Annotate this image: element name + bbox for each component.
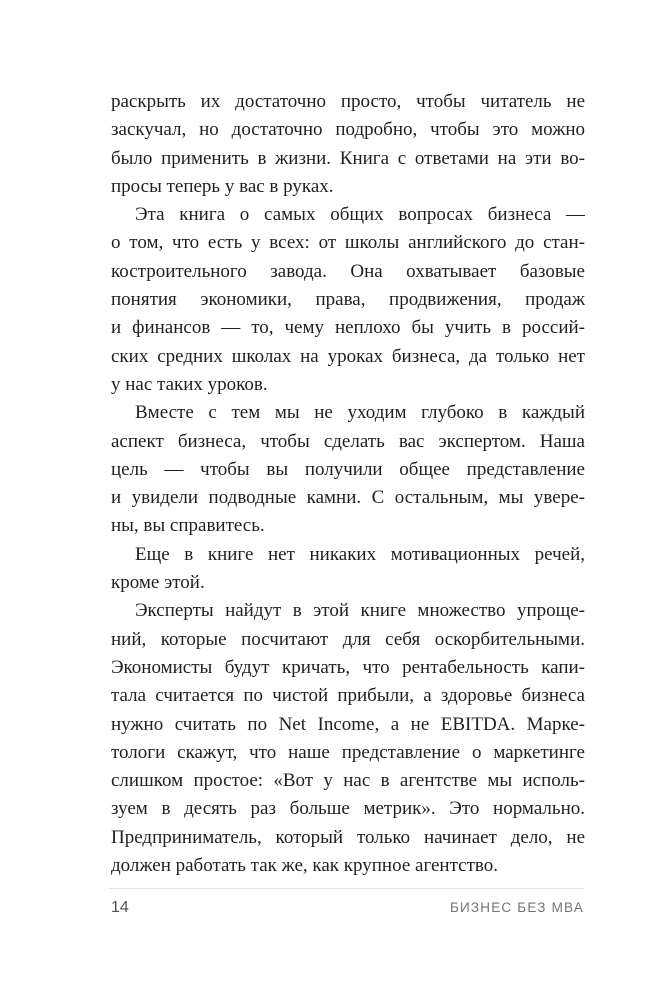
text-block xyxy=(111,88,585,880)
text-line: цель — чтобы вы получили общее представление xyxy=(111,458,585,480)
text-line: тала считается по чистой прибыли, а здоровье бизнеса xyxy=(111,685,585,707)
text-line: и финансов — то, чему неплохо бы учить в россий- xyxy=(111,317,585,339)
text-line: и увидели подводные камни. С остальным, мы увере- xyxy=(111,487,585,509)
text-line: было применить в жизни. Книга с ответами на эти во- xyxy=(111,147,585,169)
text-line: Эксперты найдут в этой книге множество упроще- xyxy=(135,600,585,622)
paragraph xyxy=(111,399,585,540)
text-line: аспект бизнеса, чтобы сделать вас экспертом. Наша xyxy=(111,430,585,452)
text-line: должен работать так же, как крупное агентство. xyxy=(111,855,498,877)
paragraph xyxy=(111,597,585,880)
text-line: кроме этой. xyxy=(111,572,205,594)
text-line: ских средних школах на уроках бизнеса, да только нет xyxy=(111,345,585,367)
text-line: просы теперь у вас в руках. xyxy=(111,175,334,197)
text-line: понятия экономики, права, продвижения, продаж xyxy=(111,289,585,311)
footer-rule xyxy=(109,888,584,889)
text-line: Предприниматель, который только начинает дело, не xyxy=(111,826,585,848)
paragraph xyxy=(111,88,585,201)
text-line: раскрыть их достаточно просто, чтобы читатель не xyxy=(111,91,585,112)
text-line: Эта книга о самых общих вопросах бизнеса — xyxy=(135,204,585,226)
text-line: слишком простое: «Вот у нас в агентстве мы исполь- xyxy=(111,770,585,792)
paragraph xyxy=(111,201,585,399)
text-line: зуем в десять раз больше метрик». Это нормально. xyxy=(111,798,585,820)
text-line: тологи скажут, что наше представление о маркетинге xyxy=(111,741,585,763)
text-line: костроительного завода. Она охватывает базовые xyxy=(111,260,585,282)
text-line: заскучал, но достаточно подробно, чтобы это можно xyxy=(111,119,585,141)
text-line: у нас таких уроков. xyxy=(111,373,268,395)
text-line: Вместе с тем мы не уходим глубоко в каждый xyxy=(135,402,585,424)
text-line: о том, что есть у всех: от школы английского до стан- xyxy=(111,232,585,254)
text-line: Экономисты будут кричать, что рентабельность капи- xyxy=(111,656,585,678)
page-footer xyxy=(111,899,584,917)
text-line: ний, которые посчитают для себя оскорбительными. xyxy=(111,628,585,650)
paragraph xyxy=(111,541,585,598)
page-number: 14 xyxy=(111,899,129,916)
text-line: ны, вы справитесь. xyxy=(111,515,265,537)
running-title: БИЗНЕС БЕЗ МВА xyxy=(449,900,584,915)
text-line: нужно считать по Net Income, а не EBITDA. Марке- xyxy=(111,713,585,735)
text-line: Еще в книге нет никаких мотивационных речей, xyxy=(135,543,585,565)
